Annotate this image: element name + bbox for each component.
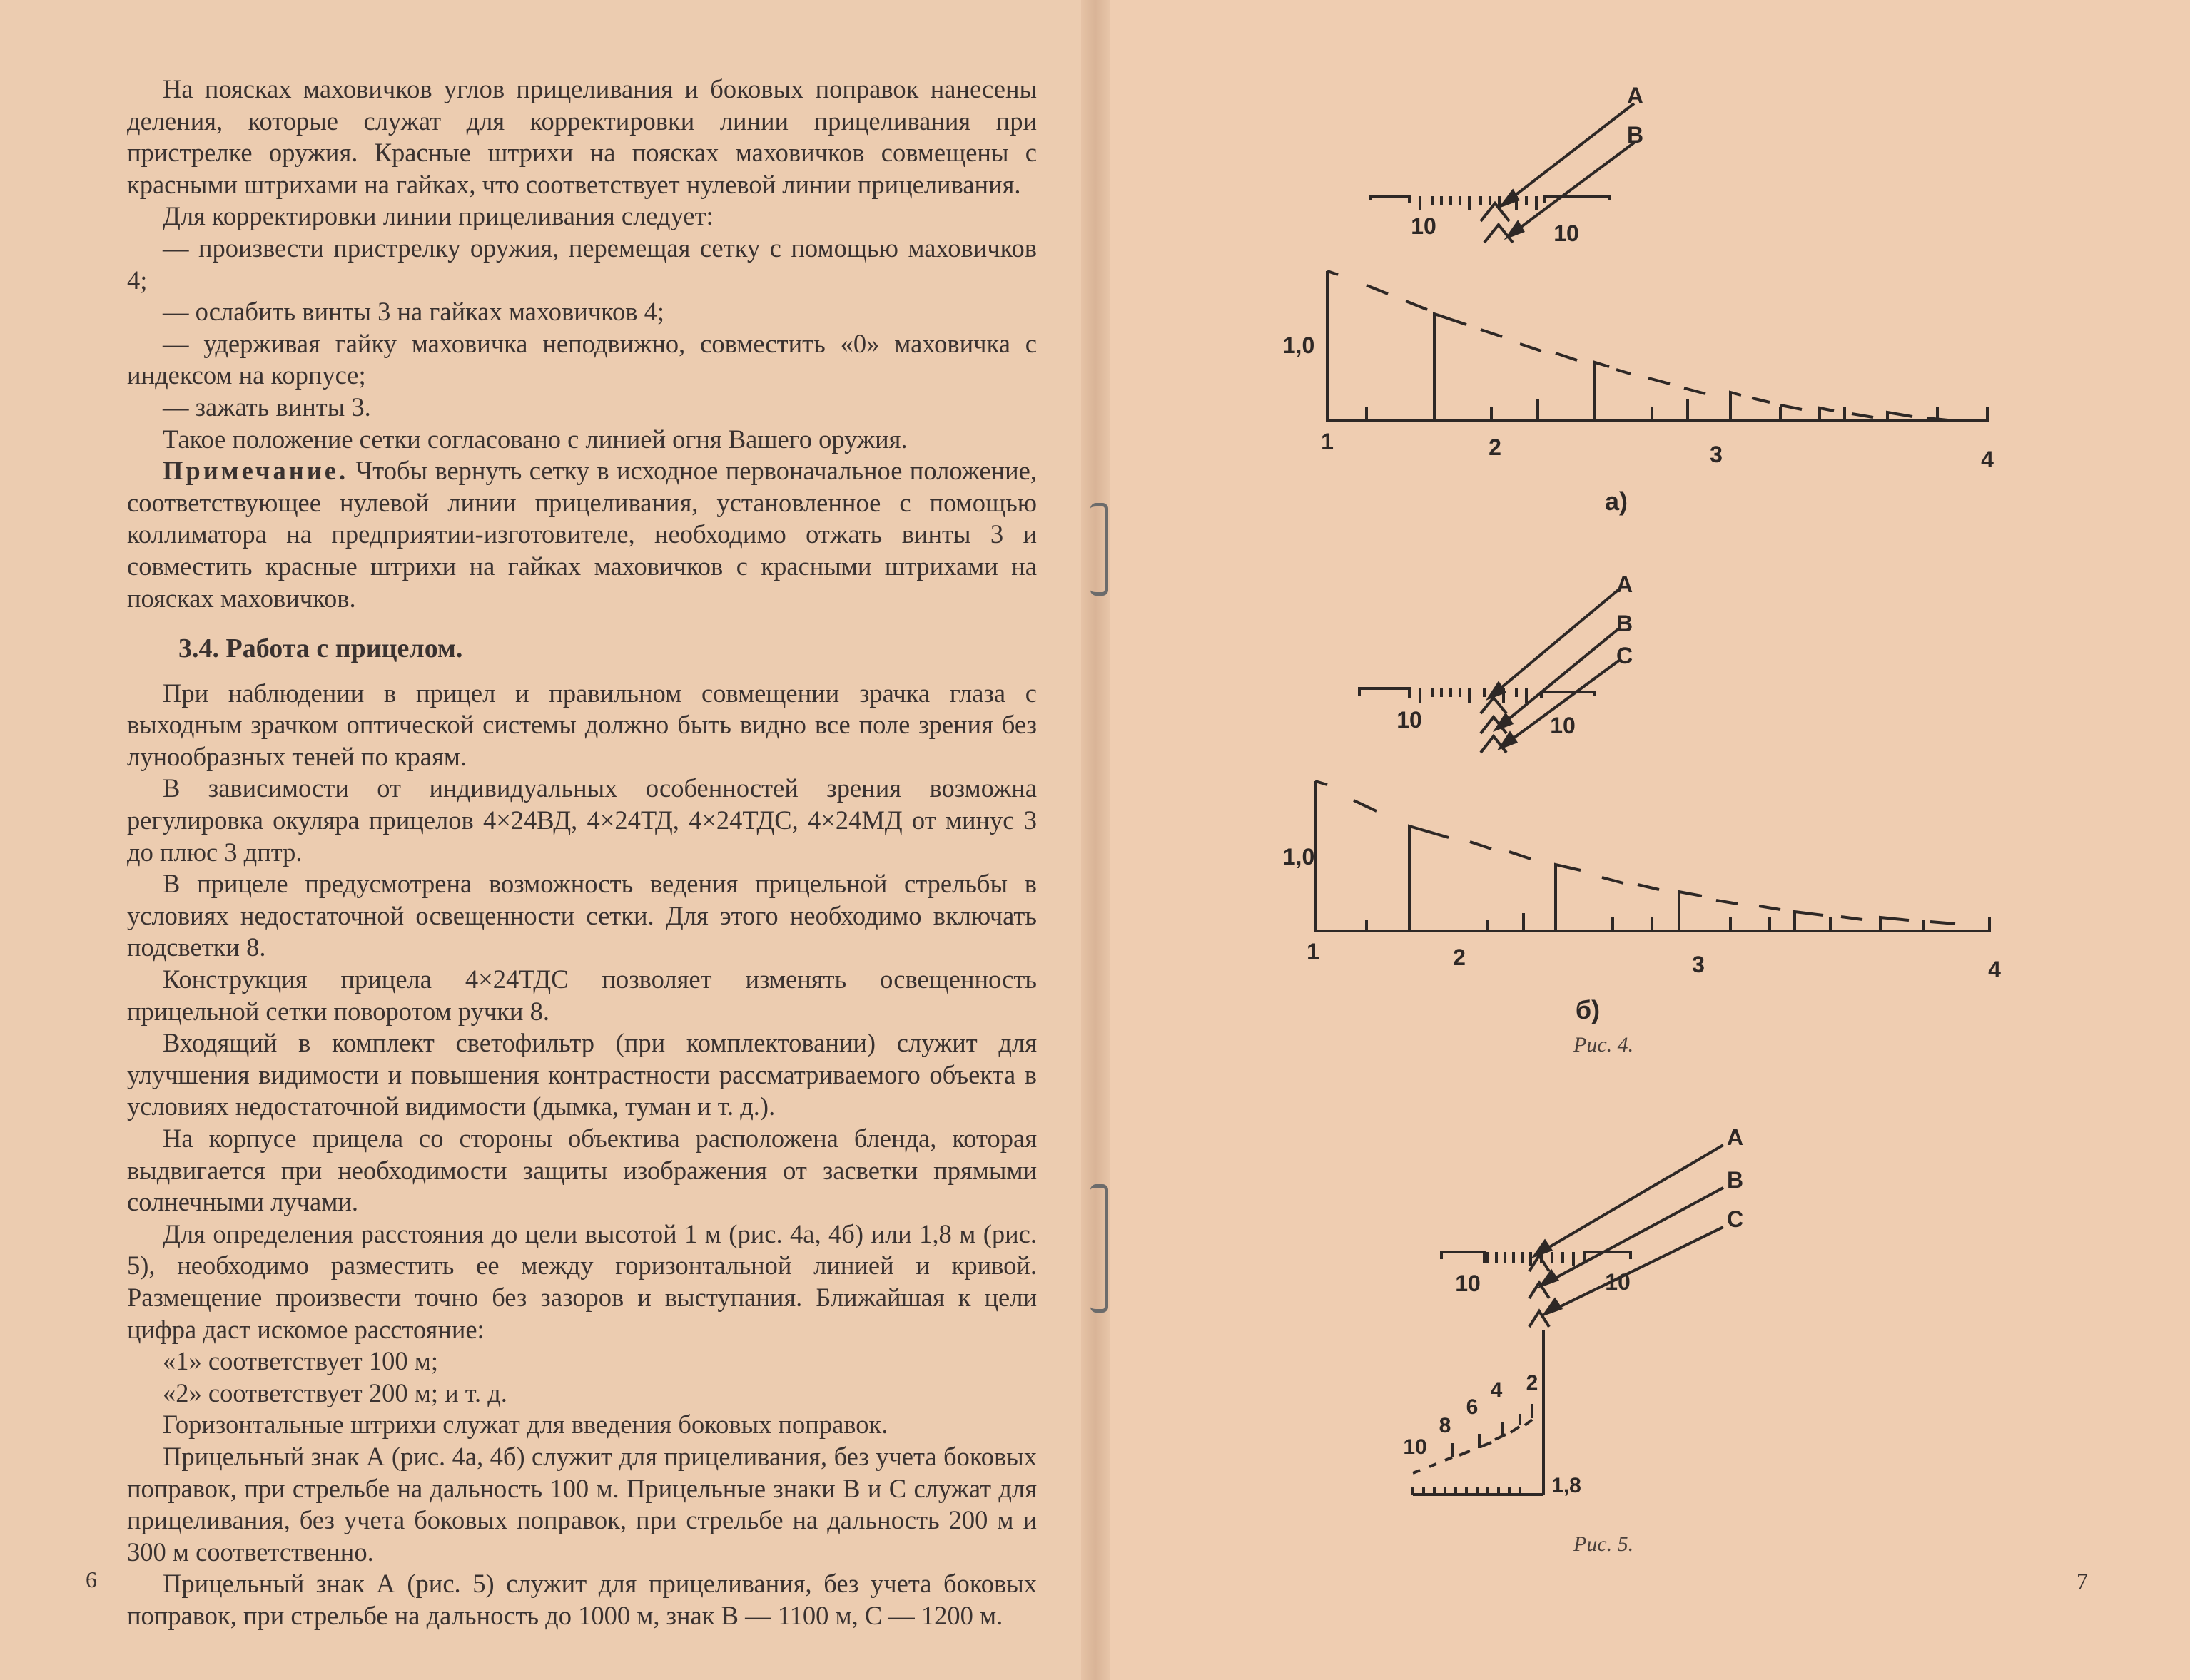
scale-left-bracket: [1359, 688, 1409, 698]
scale-ticks: [1420, 196, 1536, 210]
label-a: А: [1616, 571, 1633, 597]
scale-left-value: 10: [1411, 213, 1436, 239]
aim-chevron-a: [1481, 203, 1509, 221]
curve-start: [1315, 781, 1327, 785]
left-text-column: [127, 73, 1037, 1632]
scale-left-value: 10: [1396, 707, 1422, 733]
arrowhead-b: [1541, 1271, 1557, 1286]
range-ticks: [1452, 1414, 1520, 1457]
minor-ticks: [1367, 913, 1923, 931]
x-label-3: 3: [1710, 442, 1723, 467]
paragraph: В прицеле предусмотрена возможность ведения прицельной стрельбы в условиях недостаточной освещенности сетки. Для этого необходимо включать подсветки 8.: [127, 869, 1037, 962]
range-mark-5: [1820, 408, 1834, 421]
scale-right-value: 10: [1550, 713, 1576, 738]
curve-dash: [1481, 330, 1577, 360]
scale-left-value: 10: [1455, 1271, 1481, 1296]
x-label-4: 4: [1981, 447, 1994, 472]
list-item: — зажать винты 3.: [163, 392, 371, 422]
fig5-caption: Рис. 5.: [1573, 1532, 1634, 1556]
arrowhead-a: [1535, 1241, 1551, 1256]
section-heading: 3.4. Работа с прицелом.: [178, 633, 463, 664]
paragraph: Прицельный знак А (рис. 4а, 4б) служит для прицеливания, без учета боковых поправок, при стрельбе на дальность 100 м. Прицельные знаки В и С служат для прицеливания, без учета боковых поправок, при стрельбе на дальность 200 м и 300 м соответственно.: [127, 1441, 1037, 1567]
arrowhead-b: [1508, 223, 1523, 237]
x-label-2: 2: [1489, 434, 1501, 460]
curve-dash: [1367, 285, 1445, 315]
figure-4b: [1167, 571, 2037, 1070]
curve-dash: [1852, 414, 1873, 417]
range-label-4: 4: [1490, 1378, 1503, 1402]
arrowhead-c: [1545, 1300, 1561, 1314]
chart-axis: [1327, 271, 1987, 421]
curve-start: [1327, 271, 1338, 275]
paragraph: Для определения расстояния до цели высотой 1 м (рис. 4а, 4б) или 1,8 м (рис. 5), необходимо разместить ее между горизонтальной линией и кривой. Размещение произвести точно без зазоров и выступания. Ближайшая к цели цифра даст искомое расстояние:: [127, 1218, 1037, 1344]
label-c: С: [1727, 1206, 1744, 1232]
scale-ticks: [1420, 688, 1526, 703]
x-label-3: 3: [1692, 952, 1705, 977]
range-label-8: 8: [1439, 1414, 1451, 1437]
curve-dash: [1602, 877, 1659, 890]
staple-bottom: [1090, 1184, 1108, 1313]
list-item: — удерживая гайку маховичка неподвижно, совместить «0» маховичка с индексом на корпусе;: [127, 328, 1037, 390]
range-label-6: 6: [1466, 1395, 1479, 1419]
paragraph: Прицельный знак А (рис. 5) служит для прицеливания, без учета боковых поправок, при стрельбе на дальность до 1000 м, знак В — 1100 м, С — 1200 м.: [127, 1569, 1037, 1630]
curve-dash: [1354, 800, 1377, 811]
range-mark-6: [1880, 917, 1909, 931]
range-mark-2: [1409, 826, 1449, 931]
fig4-caption: Рис. 4.: [1573, 1033, 1634, 1057]
scale-right-value: 10: [1605, 1269, 1631, 1295]
paragraph: Горизонтальные штрихи служат для введения боковых поправок.: [163, 1410, 888, 1440]
x-label-2: 2: [1453, 945, 1466, 970]
scale-left-bracket: [1441, 1252, 1484, 1263]
paragraph: Входящий в комплект светофильтр (при комплектовании) служит для улучшения видимости и повышения контрастности рассматриваемого объекта в условиях недостаточной видимости (дымка, туман и т. д.).: [127, 1028, 1037, 1121]
book-fold: [1081, 0, 1110, 1680]
paragraph: Для корректировки линии прицеливания следует:: [163, 201, 714, 231]
chart-axis: [1315, 781, 1989, 931]
scale-ticks: [1488, 1252, 1573, 1266]
arrowhead-c: [1501, 733, 1516, 748]
curve-dash: [1470, 842, 1531, 859]
range-mark-5: [1795, 912, 1823, 931]
list-item: — ослабить винты 3 на гайках маховичков 4;: [163, 297, 664, 327]
x-label-4: 4: [1988, 957, 2001, 982]
y-label: 1,0: [1282, 844, 1315, 870]
range-mark-4: [1679, 892, 1702, 931]
range-mark-3: [1556, 865, 1581, 931]
staple-top: [1090, 503, 1108, 596]
right-page: [1095, 0, 2190, 1680]
scale-right-value: 10: [1553, 220, 1579, 246]
paragraph: На корпусе прицела со стороны объектива расположена бленда, которая выдвигается при необходимости защиты изображения от засветки прямыми солнечными лучами.: [127, 1124, 1037, 1217]
x-label-1: 1: [1307, 939, 1319, 964]
note-paragraph: [127, 455, 1037, 614]
scale-left-bracket: [1370, 196, 1409, 203]
page-number-right: 7: [2077, 1568, 2088, 1594]
label-c: С: [1616, 643, 1633, 668]
minor-ticks: [1367, 399, 1937, 421]
paragraph: Конструкция прицела 4×24ТДС позволяет изменять освещенность прицельной сетки поворотом ручки 8.: [127, 964, 1037, 1026]
label-a: А: [1627, 83, 1644, 108]
sublabel-a: а): [1604, 487, 1628, 516]
list-item: «1» соответствует 100 м;: [163, 1346, 438, 1376]
height-label: 1,8: [1551, 1474, 1581, 1497]
figure-5: [1345, 1113, 1845, 1512]
label-b: В: [1616, 611, 1633, 636]
range-mark-3: [1595, 362, 1609, 421]
note-text: Чтобы вернуть сетку в исходное первоначальное положение, соответствующее нулевой линии прицеливания, установленное с помощью коллиматора на предприятии-изготовителе, необходимо отжать винты 3 и совместить красные штрихи на гайках маховичков с красными штрихами на поясках маховичков.: [127, 456, 1037, 613]
paragraph: Такое положение сетки согласовано с линией огня Вашего оружия.: [163, 424, 908, 454]
note-label: Примечание.: [163, 456, 349, 486]
list-item: — произвести пристрелку оружия, перемещая сетку с помощью маховичков 4;: [127, 233, 1037, 295]
label-a: А: [1727, 1124, 1744, 1150]
label-b: В: [1627, 122, 1644, 148]
list-item: «2» соответствует 200 м; и т. д.: [163, 1378, 507, 1407]
curve-dash: [1930, 922, 1955, 924]
y-label: 1,0: [1282, 332, 1315, 358]
label-b: В: [1727, 1167, 1744, 1193]
sublabel-b: б): [1575, 995, 1601, 1024]
figure-4a: [1167, 78, 2037, 535]
paragraph: При наблюдении в прицел и правильном совмещении зрачка глаза с выходным зрачком оптической системы должно быть видно все поле зрения без лунообразных теней по краям.: [127, 678, 1037, 771]
page-number-left: 6: [86, 1567, 97, 1592]
range-mark-4: [1730, 392, 1741, 421]
curve-dash: [1752, 398, 1802, 409]
range-mark-2: [1434, 314, 1466, 421]
range-label-10: 10: [1403, 1435, 1427, 1459]
paragraph: На поясках маховичков углов прицеливания и боковых поправок нанесены деления, которые служат для корректировки линии прицеливания при пристрелке оружия. Красные штрихи на поясках маховичков совмещены с красными штрихами на гайках, что соответствует нулевой линии прицеливания.: [127, 74, 1037, 199]
curve-dash: [1616, 370, 1705, 394]
curve-dash: [1841, 917, 1862, 920]
paragraph: В зависимости от индивидуальных особенностей зрения возможна регулировка окуляра прицелов 4×24ВД, 4×24ТД, 4×24ТДС, 4×24МД от минус 3 до плюс 3 дптр.: [127, 773, 1037, 867]
range-label-2: 2: [1526, 1371, 1538, 1395]
curve-dash: [1716, 900, 1780, 910]
x-label-1: 1: [1321, 429, 1334, 454]
